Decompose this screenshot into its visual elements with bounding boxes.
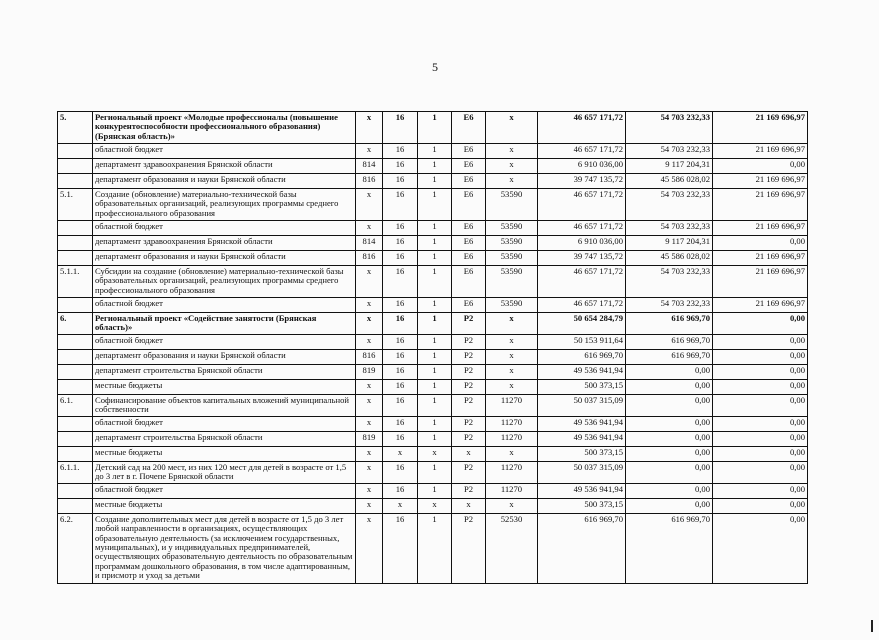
code-section: 16 bbox=[383, 159, 418, 174]
code-project: Р2 bbox=[452, 461, 486, 483]
row-number bbox=[58, 364, 93, 379]
code-direction: 53590 bbox=[486, 266, 538, 298]
amount-year-2: 9 117 204,31 bbox=[626, 236, 713, 251]
amount-year-3: 21 169 696,97 bbox=[713, 174, 808, 189]
code-direction: х bbox=[486, 334, 538, 349]
row-number: 6.2. bbox=[58, 513, 93, 583]
row-name: областной бюджет bbox=[93, 483, 356, 498]
table-row bbox=[58, 159, 808, 174]
code-project: Р2 bbox=[452, 483, 486, 498]
row-name: областной бюджет bbox=[93, 416, 356, 431]
code-project: Е6 bbox=[452, 112, 486, 144]
code-ministry: х bbox=[356, 379, 383, 394]
amount-year-3: 0,00 bbox=[713, 483, 808, 498]
amount-year-2: 54 703 232,33 bbox=[626, 112, 713, 144]
code-subsection: 1 bbox=[418, 431, 452, 446]
amount-year-1: 50 037 315,09 bbox=[538, 394, 626, 416]
code-subsection: 1 bbox=[418, 313, 452, 335]
code-project: Е6 bbox=[452, 174, 486, 189]
code-direction: 11270 bbox=[486, 394, 538, 416]
code-ministry: х bbox=[356, 112, 383, 144]
table-row bbox=[58, 174, 808, 189]
code-direction: х bbox=[486, 112, 538, 144]
code-section: 16 bbox=[383, 394, 418, 416]
code-project: Р2 bbox=[452, 394, 486, 416]
code-direction: 11270 bbox=[486, 461, 538, 483]
row-name: Создание (обновление) материально-технической базы образовательных организаций, реализующих программы среднего профессионального образования bbox=[93, 189, 356, 221]
amount-year-2: 616 969,70 bbox=[626, 313, 713, 335]
row-name: Детский сад на 200 мест, из них 120 мест для детей в возрасте от 1,5 до 3 лет в г. Почепе Брянской области bbox=[93, 461, 356, 483]
amount-year-1: 46 657 171,72 bbox=[538, 144, 626, 159]
table-row bbox=[58, 446, 808, 461]
row-name: департамент строительства Брянской области bbox=[93, 364, 356, 379]
row-number bbox=[58, 174, 93, 189]
code-section: 16 bbox=[383, 189, 418, 221]
code-subsection: 1 bbox=[418, 266, 452, 298]
code-subsection: 1 bbox=[418, 379, 452, 394]
amount-year-1: 500 373,15 bbox=[538, 379, 626, 394]
amount-year-2: 54 703 232,33 bbox=[626, 189, 713, 221]
code-subsection: 1 bbox=[418, 364, 452, 379]
row-number bbox=[58, 334, 93, 349]
amount-year-2: 54 703 232,33 bbox=[626, 298, 713, 313]
amount-year-3: 21 169 696,97 bbox=[713, 251, 808, 266]
amount-year-2: 0,00 bbox=[626, 461, 713, 483]
table-row bbox=[58, 461, 808, 483]
amount-year-3: 0,00 bbox=[713, 498, 808, 513]
code-subsection: 1 bbox=[418, 189, 452, 221]
row-name: местные бюджеты bbox=[93, 379, 356, 394]
code-subsection: 1 bbox=[418, 112, 452, 144]
code-project: Е6 bbox=[452, 236, 486, 251]
code-ministry: х bbox=[356, 394, 383, 416]
row-name: областной бюджет bbox=[93, 144, 356, 159]
amount-year-3: 21 169 696,97 bbox=[713, 221, 808, 236]
row-name: Региональный проект «Молодые профессионалы (повышение конкурентоспособности профессионального образования) (Брянская область)» bbox=[93, 112, 356, 144]
row-name: департамент здравоохранения Брянской области bbox=[93, 236, 356, 251]
code-subsection: 1 bbox=[418, 159, 452, 174]
amount-year-2: 54 703 232,33 bbox=[626, 266, 713, 298]
amount-year-1: 49 536 941,94 bbox=[538, 483, 626, 498]
code-ministry: х bbox=[356, 334, 383, 349]
amount-year-1: 616 969,70 bbox=[538, 513, 626, 583]
row-number bbox=[58, 251, 93, 266]
code-subsection: 1 bbox=[418, 334, 452, 349]
amount-year-3: 0,00 bbox=[713, 334, 808, 349]
table-row bbox=[58, 483, 808, 498]
code-project: Р2 bbox=[452, 513, 486, 583]
amount-year-1: 6 910 036,00 bbox=[538, 236, 626, 251]
code-ministry: х bbox=[356, 461, 383, 483]
budget-table bbox=[57, 111, 808, 584]
code-subsection: 1 bbox=[418, 236, 452, 251]
code-ministry: х bbox=[356, 483, 383, 498]
table-row bbox=[58, 221, 808, 236]
code-direction: 11270 bbox=[486, 416, 538, 431]
amount-year-2: 616 969,70 bbox=[626, 349, 713, 364]
amount-year-3: 0,00 bbox=[713, 236, 808, 251]
code-subsection: 1 bbox=[418, 349, 452, 364]
row-name: Софинансирование объектов капитальных вложений муниципальной собственности bbox=[93, 394, 356, 416]
code-section: 16 bbox=[383, 349, 418, 364]
code-section: 16 bbox=[383, 221, 418, 236]
amount-year-3: 21 169 696,97 bbox=[713, 266, 808, 298]
code-section: 16 bbox=[383, 174, 418, 189]
row-name: Создание дополнительных мест для детей в возрасте от 1,5 до 3 лет любой направленности в организациях, осуществляющих образовательную деятельность (за исключением государственных, муниципальных), и у индивидуальных предпринимателей, осуществляющих образовательную деятельность по образовательным программам дошкольного образования, в том числе адаптированным, и присмотр и уход за детьми bbox=[93, 513, 356, 583]
row-number bbox=[58, 446, 93, 461]
code-section: 16 bbox=[383, 379, 418, 394]
code-ministry: х bbox=[356, 266, 383, 298]
table-row bbox=[58, 266, 808, 298]
code-section: 16 bbox=[383, 431, 418, 446]
amount-year-3: 0,00 bbox=[713, 313, 808, 335]
code-direction: х bbox=[486, 313, 538, 335]
code-subsection: 1 bbox=[418, 174, 452, 189]
amount-year-3: 21 169 696,97 bbox=[713, 144, 808, 159]
table-row bbox=[58, 251, 808, 266]
code-direction: 53590 bbox=[486, 236, 538, 251]
code-section: х bbox=[383, 498, 418, 513]
amount-year-1: 46 657 171,72 bbox=[538, 221, 626, 236]
amount-year-2: 9 117 204,31 bbox=[626, 159, 713, 174]
code-ministry: х bbox=[356, 313, 383, 335]
amount-year-3: 0,00 bbox=[713, 513, 808, 583]
table-row bbox=[58, 431, 808, 446]
row-number: 5. bbox=[58, 112, 93, 144]
code-subsection: 1 bbox=[418, 144, 452, 159]
code-subsection: 1 bbox=[418, 416, 452, 431]
code-direction: 53590 bbox=[486, 251, 538, 266]
amount-year-1: 39 747 135,72 bbox=[538, 251, 626, 266]
row-name: департамент образования и науки Брянской области bbox=[93, 251, 356, 266]
code-direction: 11270 bbox=[486, 483, 538, 498]
amount-year-1: 46 657 171,72 bbox=[538, 189, 626, 221]
row-name: Субсидии на создание (обновление) материально-технической базы образовательных организаций, реализующих программы среднего профессионального образования bbox=[93, 266, 356, 298]
page-number: 5 bbox=[432, 60, 438, 74]
row-number bbox=[58, 298, 93, 313]
table-row bbox=[58, 498, 808, 513]
row-number bbox=[58, 159, 93, 174]
amount-year-1: 49 536 941,94 bbox=[538, 416, 626, 431]
row-number bbox=[58, 349, 93, 364]
row-number: 5.1.1. bbox=[58, 266, 93, 298]
amount-year-1: 50 037 315,09 bbox=[538, 461, 626, 483]
code-direction: 53590 bbox=[486, 189, 538, 221]
row-number bbox=[58, 416, 93, 431]
code-section: 16 bbox=[383, 416, 418, 431]
code-ministry: х bbox=[356, 144, 383, 159]
table-row bbox=[58, 313, 808, 335]
row-name: областной бюджет bbox=[93, 221, 356, 236]
code-ministry: х bbox=[356, 446, 383, 461]
code-direction: 11270 bbox=[486, 431, 538, 446]
code-ministry: х bbox=[356, 498, 383, 513]
table-row bbox=[58, 379, 808, 394]
code-direction: х bbox=[486, 446, 538, 461]
amount-year-2: 0,00 bbox=[626, 364, 713, 379]
amount-year-1: 39 747 135,72 bbox=[538, 174, 626, 189]
code-project: Е6 bbox=[452, 144, 486, 159]
code-subsection: 1 bbox=[418, 251, 452, 266]
code-project: Р2 bbox=[452, 379, 486, 394]
code-project: Е6 bbox=[452, 189, 486, 221]
amount-year-2: 0,00 bbox=[626, 379, 713, 394]
code-direction: х bbox=[486, 364, 538, 379]
amount-year-3: 21 169 696,97 bbox=[713, 189, 808, 221]
code-project: Р2 bbox=[452, 313, 486, 335]
amount-year-1: 49 536 941,94 bbox=[538, 431, 626, 446]
code-project: Е6 bbox=[452, 159, 486, 174]
code-direction: х bbox=[486, 379, 538, 394]
amount-year-2: 45 586 028,02 bbox=[626, 174, 713, 189]
code-section: 16 bbox=[383, 266, 418, 298]
code-direction: 53590 bbox=[486, 221, 538, 236]
amount-year-1: 46 657 171,72 bbox=[538, 298, 626, 313]
amount-year-1: 46 657 171,72 bbox=[538, 112, 626, 144]
code-project: Р2 bbox=[452, 334, 486, 349]
code-ministry: 819 bbox=[356, 364, 383, 379]
code-section: 16 bbox=[383, 112, 418, 144]
code-section: х bbox=[383, 446, 418, 461]
table-row bbox=[58, 334, 808, 349]
amount-year-2: 0,00 bbox=[626, 446, 713, 461]
code-subsection: 1 bbox=[418, 298, 452, 313]
table-row bbox=[58, 364, 808, 379]
row-name: Региональный проект «Содействие занятости (Брянская область)» bbox=[93, 313, 356, 335]
amount-year-2: 0,00 bbox=[626, 416, 713, 431]
code-direction: х bbox=[486, 498, 538, 513]
code-direction: х bbox=[486, 144, 538, 159]
table-row bbox=[58, 144, 808, 159]
amount-year-2: 54 703 232,33 bbox=[626, 144, 713, 159]
code-ministry: х bbox=[356, 416, 383, 431]
amount-year-2: 616 969,70 bbox=[626, 513, 713, 583]
amount-year-3: 0,00 bbox=[713, 446, 808, 461]
code-project: Е6 bbox=[452, 251, 486, 266]
amount-year-1: 6 910 036,00 bbox=[538, 159, 626, 174]
code-section: 16 bbox=[383, 513, 418, 583]
code-section: 16 bbox=[383, 334, 418, 349]
row-number bbox=[58, 221, 93, 236]
row-name: местные бюджеты bbox=[93, 446, 356, 461]
code-section: 16 bbox=[383, 313, 418, 335]
table-row bbox=[58, 298, 808, 313]
amount-year-2: 0,00 bbox=[626, 498, 713, 513]
amount-year-3: 0,00 bbox=[713, 379, 808, 394]
amount-year-3: 0,00 bbox=[713, 416, 808, 431]
amount-year-3: 0,00 bbox=[713, 349, 808, 364]
row-number bbox=[58, 144, 93, 159]
amount-year-2: 0,00 bbox=[626, 431, 713, 446]
code-section: 16 bbox=[383, 461, 418, 483]
code-ministry: 816 bbox=[356, 349, 383, 364]
table-row bbox=[58, 416, 808, 431]
code-subsection: х bbox=[418, 446, 452, 461]
row-name: департамент строительства Брянской области bbox=[93, 431, 356, 446]
code-project: Р2 bbox=[452, 416, 486, 431]
amount-year-3: 21 169 696,97 bbox=[713, 298, 808, 313]
row-number: 5.1. bbox=[58, 189, 93, 221]
code-section: 16 bbox=[383, 298, 418, 313]
code-ministry: 814 bbox=[356, 159, 383, 174]
row-name: областной бюджет bbox=[93, 334, 356, 349]
code-section: 16 bbox=[383, 483, 418, 498]
amount-year-2: 0,00 bbox=[626, 394, 713, 416]
row-name: местные бюджеты bbox=[93, 498, 356, 513]
row-number: 6.1.1. bbox=[58, 461, 93, 483]
code-project: Е6 bbox=[452, 221, 486, 236]
amount-year-1: 50 153 911,64 bbox=[538, 334, 626, 349]
row-number: 6.1. bbox=[58, 394, 93, 416]
code-direction: 53590 bbox=[486, 298, 538, 313]
code-ministry: 819 bbox=[356, 431, 383, 446]
row-number bbox=[58, 431, 93, 446]
table-row bbox=[58, 112, 808, 144]
row-number bbox=[58, 483, 93, 498]
code-project: Р2 bbox=[452, 431, 486, 446]
code-ministry: х bbox=[356, 513, 383, 583]
code-subsection: 1 bbox=[418, 221, 452, 236]
code-project: х bbox=[452, 498, 486, 513]
row-number: 6. bbox=[58, 313, 93, 335]
row-number bbox=[58, 379, 93, 394]
table-body bbox=[58, 112, 808, 584]
row-name: департамент образования и науки Брянской области bbox=[93, 174, 356, 189]
code-subsection: х bbox=[418, 498, 452, 513]
code-direction: х bbox=[486, 174, 538, 189]
row-name: областной бюджет bbox=[93, 298, 356, 313]
code-subsection: 1 bbox=[418, 483, 452, 498]
code-ministry: х bbox=[356, 298, 383, 313]
code-subsection: 1 bbox=[418, 513, 452, 583]
table-row bbox=[58, 513, 808, 583]
row-name: департамент образования и науки Брянской области bbox=[93, 349, 356, 364]
amount-year-1: 500 373,15 bbox=[538, 446, 626, 461]
code-project: Р2 bbox=[452, 364, 486, 379]
code-project: Е6 bbox=[452, 298, 486, 313]
row-name: департамент здравоохранения Брянской области bbox=[93, 159, 356, 174]
amount-year-2: 616 969,70 bbox=[626, 334, 713, 349]
code-ministry: 816 bbox=[356, 251, 383, 266]
code-ministry: 816 bbox=[356, 174, 383, 189]
amount-year-3: 0,00 bbox=[713, 431, 808, 446]
code-project: х bbox=[452, 446, 486, 461]
code-project: Е6 bbox=[452, 266, 486, 298]
code-section: 16 bbox=[383, 251, 418, 266]
code-section: 16 bbox=[383, 236, 418, 251]
code-ministry: х bbox=[356, 221, 383, 236]
amount-year-3: 0,00 bbox=[713, 159, 808, 174]
code-ministry: 814 bbox=[356, 236, 383, 251]
amount-year-2: 45 586 028,02 bbox=[626, 251, 713, 266]
amount-year-1: 500 373,15 bbox=[538, 498, 626, 513]
code-ministry: х bbox=[356, 189, 383, 221]
table-row bbox=[58, 189, 808, 221]
scan-edge-mark bbox=[871, 620, 873, 632]
amount-year-1: 50 654 284,79 bbox=[538, 313, 626, 335]
amount-year-1: 46 657 171,72 bbox=[538, 266, 626, 298]
code-direction: х bbox=[486, 349, 538, 364]
code-section: 16 bbox=[383, 144, 418, 159]
amount-year-2: 0,00 bbox=[626, 483, 713, 498]
code-section: 16 bbox=[383, 364, 418, 379]
code-direction: 52530 bbox=[486, 513, 538, 583]
amount-year-1: 616 969,70 bbox=[538, 349, 626, 364]
code-direction: х bbox=[486, 159, 538, 174]
code-subsection: 1 bbox=[418, 394, 452, 416]
amount-year-1: 49 536 941,94 bbox=[538, 364, 626, 379]
table-row bbox=[58, 236, 808, 251]
code-subsection: 1 bbox=[418, 461, 452, 483]
table-row bbox=[58, 349, 808, 364]
amount-year-3: 0,00 bbox=[713, 461, 808, 483]
amount-year-3: 21 169 696,97 bbox=[713, 112, 808, 144]
row-number bbox=[58, 236, 93, 251]
table-row bbox=[58, 394, 808, 416]
amount-year-3: 0,00 bbox=[713, 394, 808, 416]
amount-year-3: 0,00 bbox=[713, 364, 808, 379]
row-number bbox=[58, 498, 93, 513]
code-project: Р2 bbox=[452, 349, 486, 364]
amount-year-2: 54 703 232,33 bbox=[626, 221, 713, 236]
